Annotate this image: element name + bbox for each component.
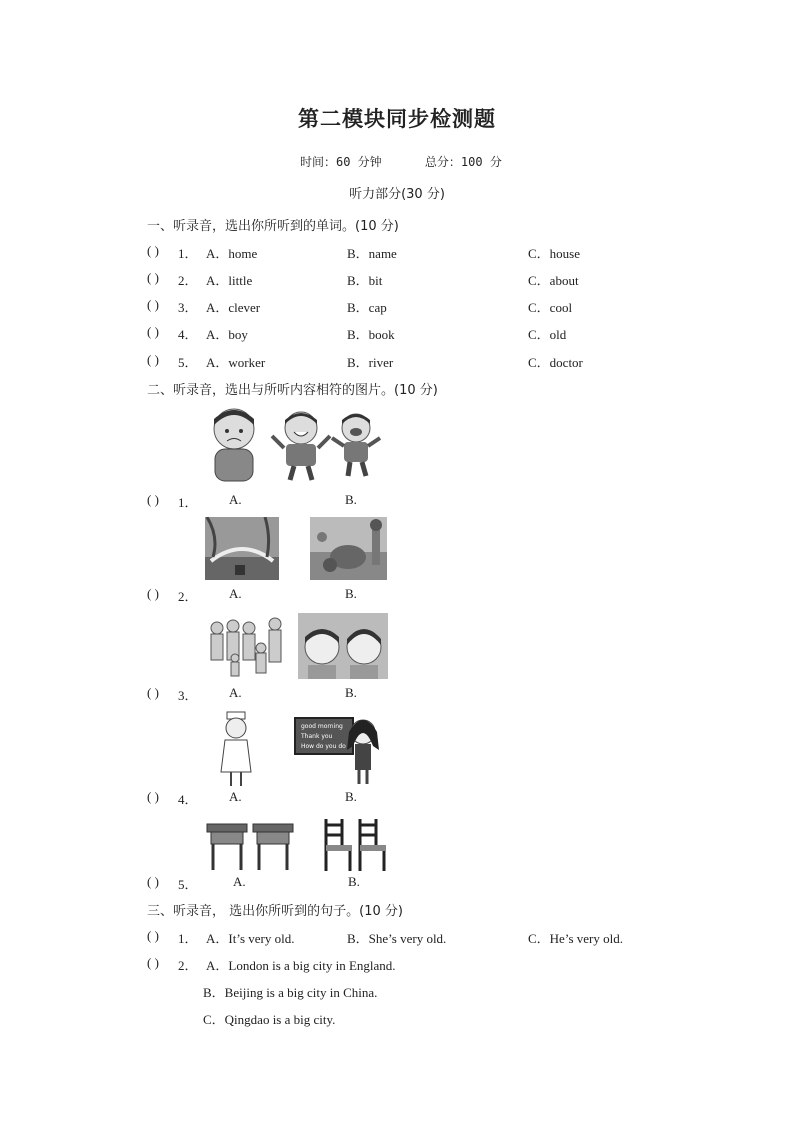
exam-score: 总分：100 分 (424, 155, 502, 169)
section3-heading: 三、听录音， 选出你所听到的句子。(10 分) (147, 904, 403, 919)
option-b: B．cap (347, 300, 387, 315)
question-number: 2． (178, 273, 198, 288)
option-a: A．little (206, 273, 253, 288)
s3-question-2 (0, 955, 794, 973)
question-number: 5． (178, 355, 198, 370)
answer-blank[interactable]: ( ) (147, 270, 159, 285)
option-b: B．book (347, 327, 395, 342)
option-b-label: B. (345, 685, 357, 700)
s1-question-4 (0, 324, 794, 342)
answer-blank[interactable]: ( ) (147, 955, 159, 970)
option-a: A．clever (206, 300, 261, 315)
s2-question-2 (0, 586, 794, 604)
option-a: A．boy (206, 327, 248, 342)
option-b-label: B. (345, 492, 357, 507)
two-children-picture (298, 613, 388, 679)
part-title: 听力部分(30 分) (349, 187, 445, 202)
answer-blank[interactable]: ( ) (147, 586, 159, 601)
question-number: 5． (178, 877, 198, 892)
s1-question-5 (0, 352, 794, 370)
option-c: C．cool (528, 300, 573, 315)
board-line-1: good morning (301, 723, 343, 730)
question-number: 2． (178, 589, 198, 604)
option-b: B．name (347, 246, 397, 261)
option-c: C．He’s very old. (528, 931, 623, 946)
option-c: C．about (528, 273, 579, 288)
question-number: 1． (178, 931, 198, 946)
answer-blank[interactable]: ( ) (147, 874, 159, 889)
page-title: 第二模块同步检测题 (298, 107, 496, 131)
s2-question-1 (0, 492, 794, 510)
s1-question-2 (0, 270, 794, 288)
option-b: B．She’s very old. (347, 931, 447, 946)
question-number: 3． (178, 688, 198, 703)
option-a-label: A. (229, 586, 242, 601)
option-b-label: B. (345, 586, 357, 601)
s3-q2-option-c: C．Qingdao is a big city. (203, 1012, 336, 1027)
s1-question-3 (0, 297, 794, 315)
board-line-3: How do you do (301, 743, 346, 750)
s2-question-3 (0, 685, 794, 703)
option-a: A．worker (206, 355, 266, 370)
question-number: 2． (178, 958, 198, 973)
board-line-2: Thank you (301, 733, 333, 740)
s2-question-4 (0, 789, 794, 807)
teacher-blackboard-picture (293, 714, 383, 786)
question-number: 4． (178, 792, 198, 807)
desks-picture (205, 820, 295, 872)
s3-question-1 (0, 928, 794, 946)
happy-boy-picture-2 (330, 410, 382, 478)
chairs-picture (320, 817, 388, 873)
answer-blank[interactable]: ( ) (147, 243, 159, 258)
happy-boy-picture (270, 408, 332, 482)
zoo-animals-picture (310, 517, 387, 580)
option-c: C．doctor (528, 355, 583, 370)
exam-time: 时间：60 分钟 (300, 155, 382, 169)
answer-blank[interactable]: ( ) (147, 492, 159, 507)
answer-blank[interactable]: ( ) (147, 685, 159, 700)
option-a-label: A. (229, 492, 242, 507)
park-bridge-picture (205, 517, 279, 580)
section1-heading: 一、听录音，选出你所听到的单词。(10 分) (147, 219, 399, 234)
question-number: 1． (178, 246, 198, 261)
family-picture (205, 614, 289, 680)
option-b: B．river (347, 355, 394, 370)
section2-heading: 二、听录音，选出与所听内容相符的图片。(10 分) (147, 383, 438, 398)
s1-question-1 (0, 243, 794, 261)
option-a: A．home (206, 246, 258, 261)
s3-q2-option-b: B．Beijing is a big city in China. (203, 985, 378, 1000)
sad-boy-picture (205, 405, 263, 483)
option-a-label: A. (229, 685, 242, 700)
nurse-picture (215, 710, 257, 788)
answer-blank[interactable]: ( ) (147, 928, 159, 943)
answer-blank[interactable]: ( ) (147, 324, 159, 339)
option-a: A．It’s very old. (206, 931, 295, 946)
option-a-label: A. (229, 789, 242, 804)
answer-blank[interactable]: ( ) (147, 297, 159, 312)
option-b-label: B. (345, 789, 357, 804)
option-a: A．London is a big city in England. (206, 958, 396, 973)
question-number: 3． (178, 300, 198, 315)
answer-blank[interactable]: ( ) (147, 789, 159, 804)
option-c: C．house (528, 246, 581, 261)
question-number: 1． (178, 495, 198, 510)
answer-blank[interactable]: ( ) (147, 352, 159, 367)
option-b: B．bit (347, 273, 383, 288)
s2-question-5 (0, 874, 794, 892)
option-c: C．old (528, 327, 567, 342)
question-number: 4． (178, 327, 198, 342)
exam-meta (300, 153, 538, 170)
option-a-label: A. (233, 874, 246, 889)
option-b-label: B. (348, 874, 360, 889)
